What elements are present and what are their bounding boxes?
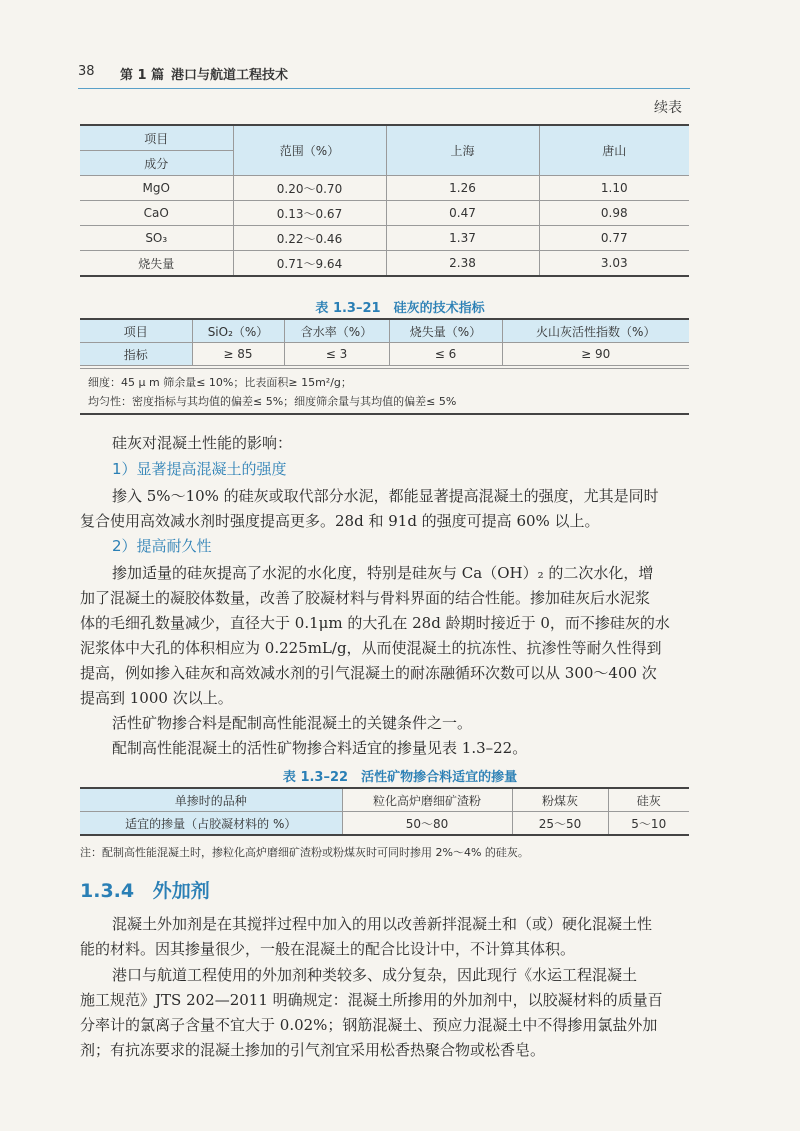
paragraph-line: 提高，例如掺入硅灰和高效减水剂的引气混凝土的耐冻融循环次数可以从 300～400 次	[80, 664, 657, 682]
table-header-row	[80, 788, 689, 812]
paragraph-line: 能的材料。因其掺量很少，一般在混凝土的配合比设计中，不计算其体积。	[80, 940, 576, 958]
heading-strength: 1）显著提高混凝土的强度	[112, 460, 287, 478]
table-row	[80, 176, 689, 201]
header-rule	[78, 88, 690, 89]
table-caption: 表 1.3–22 活性矿物掺合料适宜的掺量	[282, 770, 518, 785]
cell: CaO	[80, 201, 233, 226]
table-header-row	[80, 319, 689, 343]
cell: 3.03	[539, 251, 689, 277]
note-uniformity: 均匀性：密度指标与其均值的偏差≤ 5%；细度筛余量与其均值的偏差≤ 5%	[88, 395, 457, 408]
cell: 0.20～0.70	[233, 176, 386, 201]
cell: 0.71～9.64	[233, 251, 386, 277]
cell: MgO	[80, 176, 233, 201]
cell: ≤ 3	[284, 343, 389, 366]
paragraph-line: 剂；有抗冻要求的混凝土掺加的引气剂宜采用松香热聚合物或松香皂。	[80, 1041, 546, 1059]
header-component: 成分	[80, 151, 233, 176]
cell: 1.26	[386, 176, 539, 201]
cell: ≤ 6	[389, 343, 502, 366]
table-row	[80, 201, 689, 226]
cell: ≥ 85	[192, 343, 284, 366]
section-title: 外加剂	[152, 880, 210, 902]
cell: 2.38	[386, 251, 539, 277]
cell: 烧失量	[80, 251, 233, 277]
paragraph-line: 掺加适量的硅灰提高了水泥的水化度，特别是硅灰与 Ca（OH）₂ 的二次水化，增	[112, 564, 654, 582]
paragraph-line: 提高到 1000 次以上。	[80, 689, 233, 707]
cell: 硅灰	[608, 788, 689, 812]
paragraph-intro: 硅灰对混凝土性能的影响：	[112, 434, 293, 452]
cell: 适宜的掺量（占胶凝材料的 %）	[80, 812, 342, 836]
header-tangshan: 唐山	[539, 125, 689, 176]
header-item: 项目	[80, 125, 233, 151]
cell: 5～10	[608, 812, 689, 836]
table-row	[80, 251, 689, 277]
paragraph-line: 体的毛细孔数量减少，直径大于 0.1μm 的大孔在 28d 龄期时接近于 0，而不掺硅灰的水	[80, 614, 670, 632]
cell: 25～50	[512, 812, 608, 836]
cell: SO₃	[80, 226, 233, 251]
paragraph-line: 分率计的氯离子含量不宜大于 0.02%；钢筋混凝土、预应力混凝土中不得掺用氯盐外加	[80, 1016, 658, 1034]
cell: 0.47	[386, 201, 539, 226]
silica-fume-spec-table	[80, 318, 689, 366]
cell: SiO₂（%）	[192, 319, 284, 343]
cell: 0.77	[539, 226, 689, 251]
cell: 0.22～0.46	[233, 226, 386, 251]
cell: 粒化高炉磨细矿渣粉	[342, 788, 512, 812]
cell: 指标	[80, 343, 192, 366]
cell: 粉煤灰	[512, 788, 608, 812]
table-row	[80, 226, 689, 251]
table-row	[80, 812, 689, 836]
table-header-row	[80, 125, 689, 151]
page-number: 38	[78, 64, 95, 79]
cell: 项目	[80, 319, 192, 343]
section-number: 1.3.4	[80, 880, 135, 902]
paragraph-line: 复合使用高效减水剂时强度提高更多。28d 和 91d 的强度可提高 60% 以上。	[80, 512, 600, 530]
composition-table	[80, 124, 689, 277]
cell: 火山灰活性指数（%）	[502, 319, 689, 343]
paragraph-line: 配制高性能混凝土的活性矿物掺合料适宜的掺量见表 1.3–22。	[112, 739, 528, 757]
part-title: 港口与航道工程技术	[171, 68, 289, 83]
cell: 烧失量（%）	[389, 319, 502, 343]
paragraph-line: 混凝土外加剂是在其搅拌过程中加入的用以改善新拌混凝土和（或）硬化混凝土性	[112, 915, 653, 933]
section-heading	[80, 876, 210, 903]
cell: 1.37	[386, 226, 539, 251]
cell: 单掺时的品种	[80, 788, 342, 812]
paragraph-line: 加了混凝土的凝胶体数量，改善了胶凝材料与骨料界面的结合性能。掺加硅灰后水泥浆	[80, 589, 651, 607]
paragraph-line: 施工规范》JTS 202—2011 明确规定：混凝土所掺用的外加剂中，以胶凝材料的质量百	[80, 991, 663, 1009]
note-fineness: 细度：45 μ m 筛余量≤ 10%；比表面积≥ 15m²/g；	[88, 376, 352, 389]
cell: 50～80	[342, 812, 512, 836]
table-caption: 表 1.3–21 硅灰的技术指标	[315, 301, 485, 316]
header-range: 范围（%）	[233, 125, 386, 176]
admixture-dosage-table	[80, 787, 689, 836]
cell: ≥ 90	[502, 343, 689, 366]
paragraph-line: 活性矿物掺合料是配制高性能混凝土的关键条件之一。	[112, 714, 473, 732]
paragraph-line: 港口与航道工程使用的外加剂种类较多、成分复杂，因此现行《水运工程混凝土	[112, 966, 638, 984]
running-header	[78, 62, 690, 82]
continued-label: 续表	[654, 100, 682, 116]
paragraph-line: 泥浆体中大孔的体积相应为 0.225mL/g，从而使混凝土的抗冻性、抗渗性等耐久性得到	[80, 639, 662, 657]
table-notes	[80, 368, 689, 415]
cell: 含水率（%）	[284, 319, 389, 343]
header-shanghai: 上海	[386, 125, 539, 176]
cell: 0.13～0.67	[233, 201, 386, 226]
table-row	[80, 343, 689, 366]
part-label: 第 1 篇	[120, 68, 165, 83]
heading-durability: 2）提高耐久性	[112, 537, 212, 555]
table-note: 注：配制高性能混凝土时，掺粒化高炉磨细矿渣粉或粉煤灰时可同时掺用 2%～4% 的硅灰。	[80, 846, 529, 859]
cell: 1.10	[539, 176, 689, 201]
cell: 0.98	[539, 201, 689, 226]
paragraph-line: 掺入 5%～10% 的硅灰或取代部分水泥，都能显著提高混凝土的强度，尤其是同时	[112, 487, 659, 505]
